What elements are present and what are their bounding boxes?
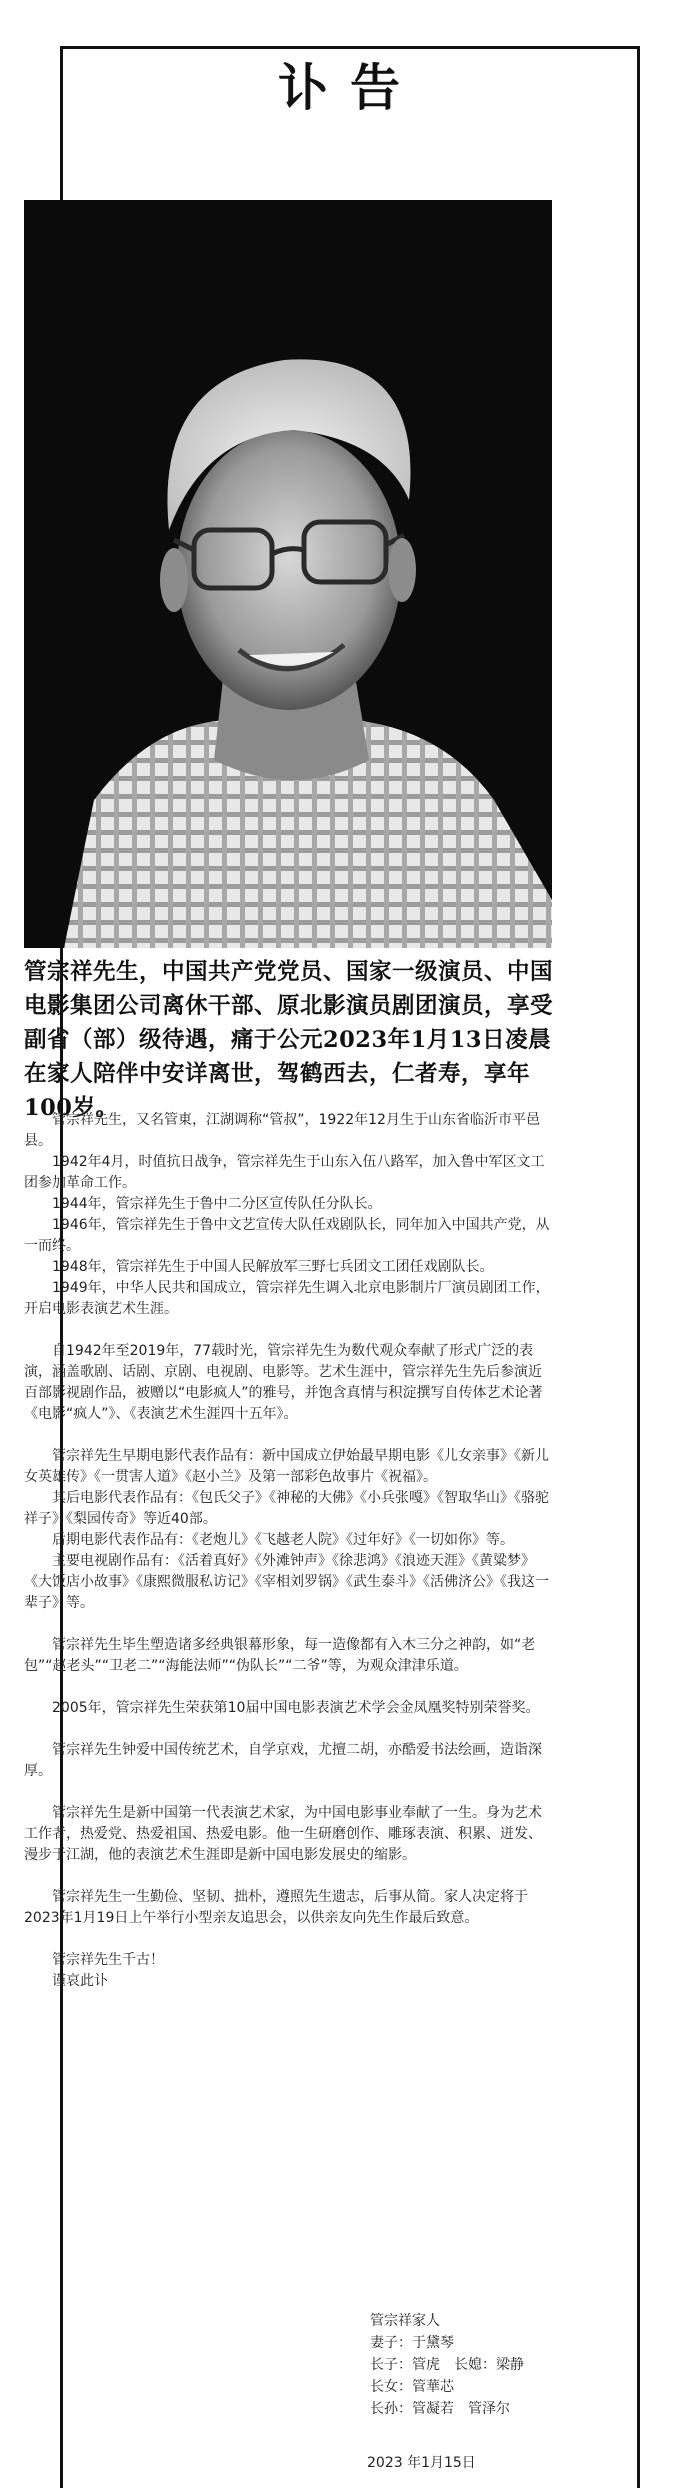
notice-date: 2023 年1月15日	[367, 2455, 476, 2471]
works-paragraph: 后期电影代表作品有：《老炮儿》《飞越老人院》《过年好》《一切如你》等。	[52, 1532, 514, 1548]
notice-line: 谨哀此讣	[52, 1973, 108, 1989]
bio-paragraph: 1944年，管宗祥先生于鲁中二分区宣传队任分队长。	[52, 1196, 382, 1212]
daughter-in-law-name: 长媳：梁静	[454, 2357, 524, 2373]
legacy-paragraph: 管宗祥先生是新中国第一代表演艺术家，为中国电影事业奉献了一生。身为艺术工作者，热爱党、热爱祖国、热爱电影。他一生研磨创作、雕琢表演、积累、迸发、漫步于江湖，他的表演艺术生涯即是新中国电影发展史的缩影。	[24, 1805, 542, 1863]
award-paragraph: 2005年，管宗祥先生荣获第10届中国电影表演艺术学会金凤凰奖特别荣誉奖。	[52, 1700, 540, 1716]
bio-paragraph: 1949年，中华人民共和国成立，管宗祥先生调入北京电影制片厂演员剧团工作，开启电影表演艺术生涯。	[24, 1280, 550, 1317]
award-section	[24, 1698, 554, 1719]
bio-paragraph: 1942年4月，时值抗日战争，管宗祥先生于山东入伍八路军，加入鲁中军区文工团参加革命工作。	[24, 1154, 545, 1191]
funeral-paragraph: 管宗祥先生一生勤俭、坚韧、拙朴，遵照先生遗志，后事从简。家人决定将于2023年1月19日上午举行小型亲友追思会，以供亲友向先生作最后致意。	[24, 1889, 528, 1926]
lead-paragraph: 管宗祥先生，中国共产党党员、国家一级演员、中国电影集团公司离休干部、原北影演员剧团演员，享受副省（部）级待遇，痛于公元2023年1月13日凌晨在家人陪伴中安详离世，驾鹤西去，仁者寿，享年100岁。	[24, 959, 554, 1121]
closing-section	[24, 1950, 554, 1992]
son-name: 长子：管虎	[370, 2357, 440, 2373]
signers-block	[370, 2310, 524, 2420]
grandsons-line: 长孙：管凝若 管泽尔	[370, 2401, 510, 2417]
wife-line: 妻子：于黛琴	[370, 2335, 454, 2351]
legacy-section	[24, 1803, 554, 1866]
works-paragraph: 管宗祥先生早期电影代表作品有：新中国成立伊始最早期电影《儿女亲事》《新儿女英雄传》《一贯害人道》《赵小兰》及第一部彩色故事片《祝福》。	[24, 1448, 549, 1485]
biography-section	[24, 1110, 554, 1320]
family-line: 管宗祥家人	[370, 2313, 440, 2329]
funeral-section	[24, 1887, 554, 1929]
works-section	[24, 1446, 554, 1614]
portrait-photo	[24, 200, 552, 948]
works-paragraph: 主要电视剧作品有：《活着真好》《外滩钟声》《徐悲鸿》《浪迹天涯》《黄粱梦》《大饭店小故事》《康熙微服私访记》《宰相刘罗锅》《武生泰斗》《活佛济公》《我这一辈子》等。	[24, 1553, 549, 1611]
hobby-section	[24, 1740, 554, 1782]
bio-paragraph: 管宗祥先生，又名管東，江湖调称“管叔”，1922年12月生于山东省临沂市平邑县。	[24, 1112, 540, 1149]
roles-paragraph: 管宗祥先生毕生塑造诸多经典银幕形象，每一造像都有入木三分之神韵，如“老包”“赵老头”“卫老二”“海能法师”“伪队长”“二爷”等，为观众津津乐道。	[24, 1637, 536, 1674]
obituary-body	[24, 1110, 554, 1992]
farewell-line: 管宗祥先生千古！	[52, 1952, 164, 1968]
bio-paragraph: 1948年，管宗祥先生于中国人民解放军三野七兵团文工团任戏剧队长。	[52, 1259, 494, 1275]
roles-section	[24, 1635, 554, 1677]
works-paragraph: 其后电影代表作品有：《包氏父子》《神秘的大佛》《小兵张嘎》《智取华山》《骆驼祥子》《梨园传奇》等近40部。	[24, 1490, 549, 1527]
hobby-paragraph: 管宗祥先生钟爱中国传统艺术，自学京戏，尤擅二胡，亦酷爱书法绘画，造诣深厚。	[24, 1742, 542, 1779]
daughter-line: 长女：管華芯	[370, 2379, 454, 2395]
page-title: 讣告	[278, 58, 422, 117]
career-section	[24, 1341, 554, 1425]
career-paragraph: 自1942年至2019年，77载时光，管宗祥先生为数代观众奉献了形式广泛的表演，涵盖歌剧、话剧、京剧、电视剧、电影等。艺术生涯中，管宗祥先生先后参演近百部影视剧作品，被赠以“电影疯人”的雅号，并饱含真情与积淀撰写自传体艺术论著《电影“疯人”》、《表演艺术生涯四十五年》。	[24, 1343, 543, 1422]
son-line	[370, 2354, 524, 2376]
bio-paragraph: 1946年，管宗祥先生于鲁中文艺宣传大队任戏剧队长，同年加入中国共产党，从一而终。	[24, 1217, 550, 1254]
